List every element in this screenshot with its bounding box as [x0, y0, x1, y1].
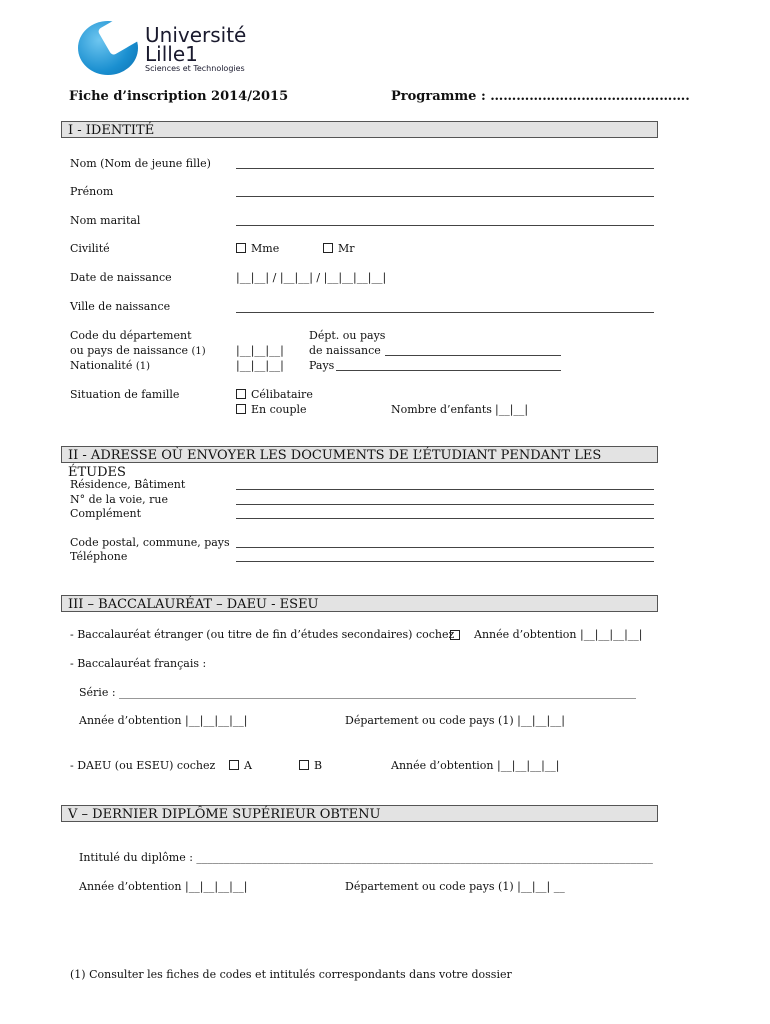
- dob-label: Date de naissance: [70, 271, 172, 284]
- pays-label: Pays: [309, 359, 335, 372]
- section-dernier-diplome: V – DERNIER DIPLÔME SUPÉRIEUR OBTENU: [61, 805, 658, 822]
- bac-etranger-annee[interactable]: Année d’obtention |__|__|__|__|: [474, 628, 643, 641]
- mme-checkbox[interactable]: [236, 243, 246, 253]
- logo-line3: Sciences et Technologies: [145, 64, 245, 73]
- daeu-a-option[interactable]: A: [229, 759, 252, 773]
- logo-line1: Université: [145, 23, 247, 47]
- celibataire-option[interactable]: Célibataire: [236, 388, 313, 402]
- nom-label: Nom (Nom de jeune fille): [70, 157, 211, 170]
- mr-checkbox[interactable]: [323, 243, 333, 253]
- enfants-field[interactable]: |__|__|: [495, 403, 529, 416]
- footnote: (1) Consulter les fiches de codes et intitulés correspondants dans votre dossier: [70, 968, 512, 981]
- mme-option[interactable]: Mme: [236, 242, 279, 256]
- residence-field[interactable]: [236, 489, 654, 490]
- cp-label: Code postal, commune, pays: [70, 536, 230, 549]
- nationalite-field[interactable]: |__|__|__|: [236, 359, 284, 372]
- couple-checkbox[interactable]: [236, 404, 246, 414]
- complement-label: Complément: [70, 507, 141, 520]
- section-identite: I - IDENTITÉ: [61, 121, 658, 138]
- diplome-annee-field[interactable]: Année d’obtention |__|__|__|__|: [79, 880, 248, 893]
- nom-marital-field[interactable]: [236, 225, 654, 226]
- dept-pays-field[interactable]: [385, 355, 561, 356]
- daeu-b-checkbox[interactable]: [299, 760, 309, 770]
- bac-etranger-checkbox[interactable]: [450, 630, 460, 640]
- enfants-label: Nombre d’enfants: [391, 403, 492, 416]
- civilite-label: Civilité: [70, 242, 110, 255]
- dob-field[interactable]: |__|__| / |__|__| / |__|__|__|__|: [236, 271, 387, 284]
- bac-etranger-label: - Baccalauréat étranger (ou titre de fin d’études secondaires) cochez: [70, 628, 455, 641]
- situation-label: Situation de famille: [70, 388, 180, 401]
- programme-field[interactable]: Programme : ……………………………………….: [391, 89, 690, 104]
- nationalite-label: Nationalité (1): [70, 359, 151, 372]
- diplome-dept-field[interactable]: Département ou code pays (1) |__|__| __: [345, 880, 565, 893]
- daeu-b-option[interactable]: B: [299, 759, 322, 773]
- bac-francais-label: - Baccalauréat français :: [70, 657, 207, 670]
- nom-field[interactable]: [236, 168, 654, 169]
- pays-field[interactable]: [336, 370, 561, 371]
- dep-code-field[interactable]: |__|__|__|: [236, 344, 284, 357]
- form-title: Fiche d’inscription 2014/2015: [69, 89, 289, 104]
- voie-field[interactable]: [236, 504, 654, 505]
- intitule-field[interactable]: Intitulé du diplôme : ___________________________________________________________________________________: [79, 851, 653, 864]
- complement-field[interactable]: [236, 518, 654, 519]
- voie-label: N° de la voie, rue: [70, 493, 168, 506]
- dept-pays-label-1: Dépt. ou pays: [309, 329, 386, 342]
- residence-label: Résidence, Bâtiment: [70, 478, 186, 491]
- celibataire-checkbox[interactable]: [236, 389, 246, 399]
- ville-field[interactable]: [236, 312, 654, 313]
- daeu-a-checkbox[interactable]: [229, 760, 239, 770]
- section-baccalaureat: III – BACCALAURÉAT – DAEU - ESEU: [61, 595, 658, 612]
- prenom-field[interactable]: [236, 196, 654, 197]
- dep-label-1: Code du département: [70, 329, 192, 342]
- mr-option[interactable]: Mr: [323, 242, 355, 256]
- logo-line2: Lille1: [145, 42, 198, 66]
- section-adresse: II - ADRESSE OÙ ENVOYER LES DOCUMENTS DE L’ÉTUDIANT PENDANT LES ÉTUDES: [61, 446, 658, 463]
- nom-marital-label: Nom marital: [70, 214, 141, 227]
- telephone-label: Téléphone: [70, 550, 128, 563]
- daeu-annee-field[interactable]: Année d’obtention |__|__|__|__|: [391, 759, 560, 772]
- bac-annee-field[interactable]: Année d’obtention |__|__|__|__|: [79, 714, 248, 727]
- serie-field[interactable]: Série : ______________________________________________________________________________________________: [79, 686, 637, 699]
- telephone-field[interactable]: [236, 561, 654, 562]
- bac-dept-field[interactable]: Département ou code pays (1) |__|__|__|: [345, 714, 565, 727]
- prenom-label: Prénom: [70, 185, 114, 198]
- daeu-label: - DAEU (ou ESEU) cochez: [70, 759, 216, 772]
- ville-label: Ville de naissance: [70, 300, 171, 313]
- cp-field[interactable]: [236, 547, 654, 548]
- dept-pays-label-2: de naissance: [309, 344, 381, 357]
- dep-label-2: ou pays de naissance (1): [70, 344, 206, 357]
- couple-option[interactable]: En couple: [236, 403, 307, 417]
